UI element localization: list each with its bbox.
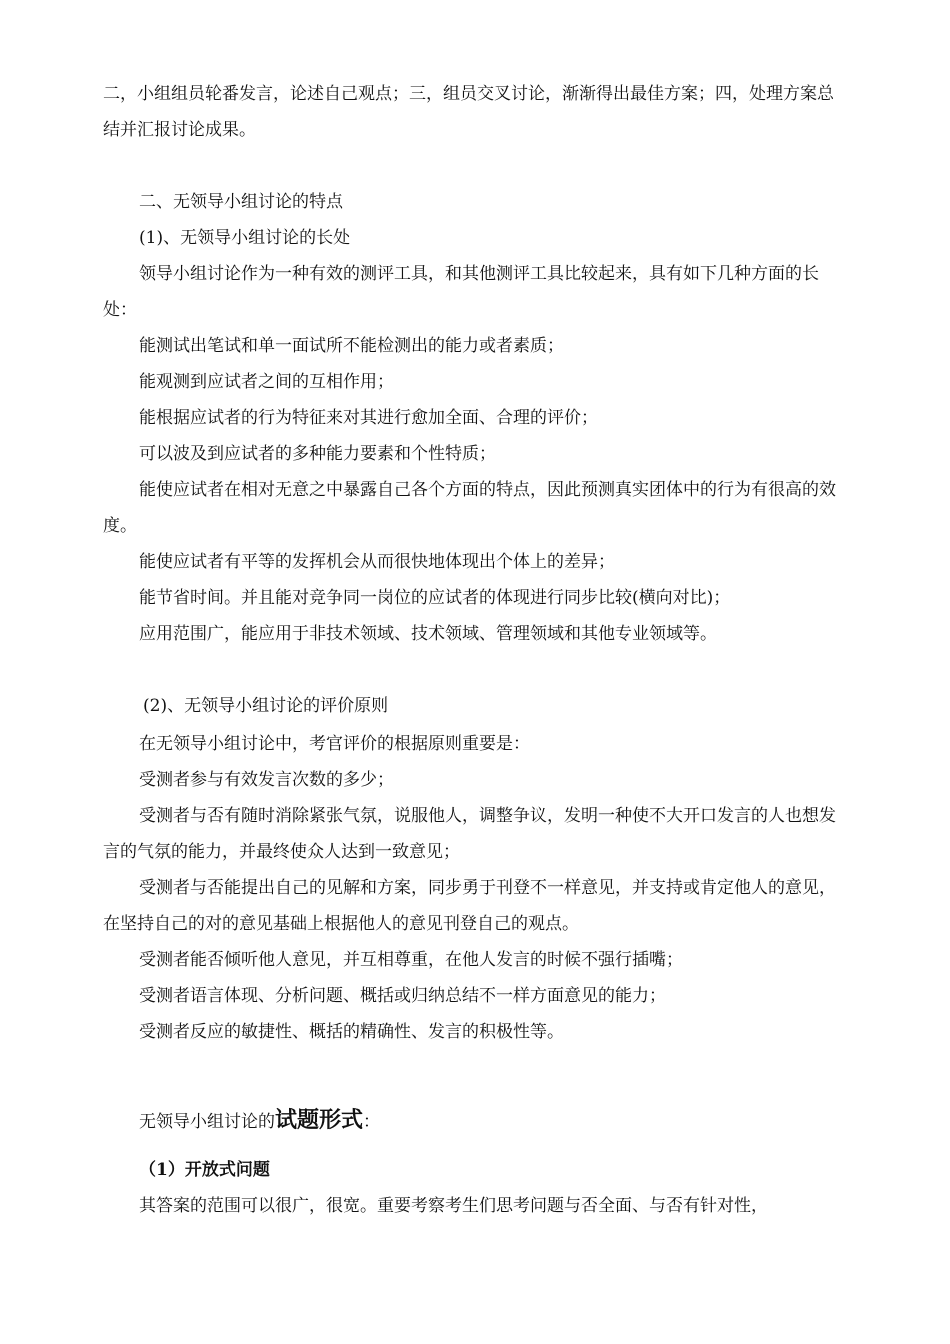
strength-item: 能观测到应试者之间的互相作用；	[139, 372, 394, 392]
subsection-2-title: (2)、无领导小组讨论的评价原则	[143, 696, 389, 716]
question-form-heading	[139, 1103, 848, 1140]
open-question-text: 其答案的范围可以很广，很宽。重要考察考生们思考问题与否全面、与否有针对性，	[139, 1196, 768, 1216]
subsection-1-intro: 领导小组讨论作为一种有效的测评工具，和其他测评工具比较起来，具有如下几种方面的长处：	[103, 264, 819, 320]
criterion-item: 受测者语言体现、分析问题、概括或归纳总结不一样方面意见的能力；	[139, 986, 666, 1006]
section-2-title: 二、无领导小组讨论的特点	[139, 192, 343, 212]
criterion-item: 受测者能否倾听他人意见，并互相尊重，在他人发言的时候不强行插嘴；	[139, 950, 683, 970]
criterion-item: 受测者与否有随时消除紧张气氛，说服他人，调整争议，发明一种使不大开口发言的人也想发言的气氛的能力，并最终使众人达到一致意见；	[103, 806, 836, 862]
strength-item: 可以波及到应试者的多种能力要素和个性特质；	[139, 444, 496, 464]
strength-item: 能使应试者在相对无意之中暴露自己各个方面的特点，因此预测真实团体中的行为有很高的效度。	[103, 480, 836, 536]
intro-paragraph: 二，小组组员轮番发言，论述自己观点；三，组员交叉讨论，渐渐得出最佳方案；四，处理方案总结并汇报讨论成果。	[103, 84, 834, 140]
strength-item: 能节省时间。并且能对竞争同一岗位的应试者的体现进行同步比较(横向对比)；	[139, 588, 731, 608]
strength-item: 能根据应试者的行为特征来对其进行愈加全面、合理的评价；	[139, 408, 598, 428]
strength-item: 应用范围广，能应用于非技术领域、技术领域、管理领域和其他专业领域等。	[139, 624, 717, 644]
question-form-suffix: ：	[363, 1112, 381, 1132]
strength-item: 能使应试者有平等的发挥机会从而很快地体现出个体上的差异；	[139, 552, 615, 572]
question-form-emphasis: 试题形式	[275, 1108, 364, 1133]
open-question-title: （1）开放式问题	[139, 1160, 270, 1180]
subsection-2-intro: 在无领导小组讨论中，考官评价的根据原则重要是：	[139, 734, 530, 754]
question-form-prefix: 无领导小组讨论的	[139, 1112, 275, 1132]
criterion-item: 受测者反应的敏捷性、概括的精确性、发言的积极性等。	[139, 1022, 564, 1042]
strength-item: 能测试出笔试和单一面试所不能检测出的能力或者素质；	[139, 336, 564, 356]
criterion-item: 受测者参与有效发言次数的多少；	[139, 770, 394, 790]
criterion-item: 受测者与否能提出自己的见解和方案，同步勇于刊登不一样意见，并支持或肯定他人的意见，在坚持自己的对的意见基础上根据他人的意见刊登自己的观点。	[103, 878, 836, 934]
subsection-1-title: (1)、无领导小组讨论的长处	[139, 228, 351, 248]
